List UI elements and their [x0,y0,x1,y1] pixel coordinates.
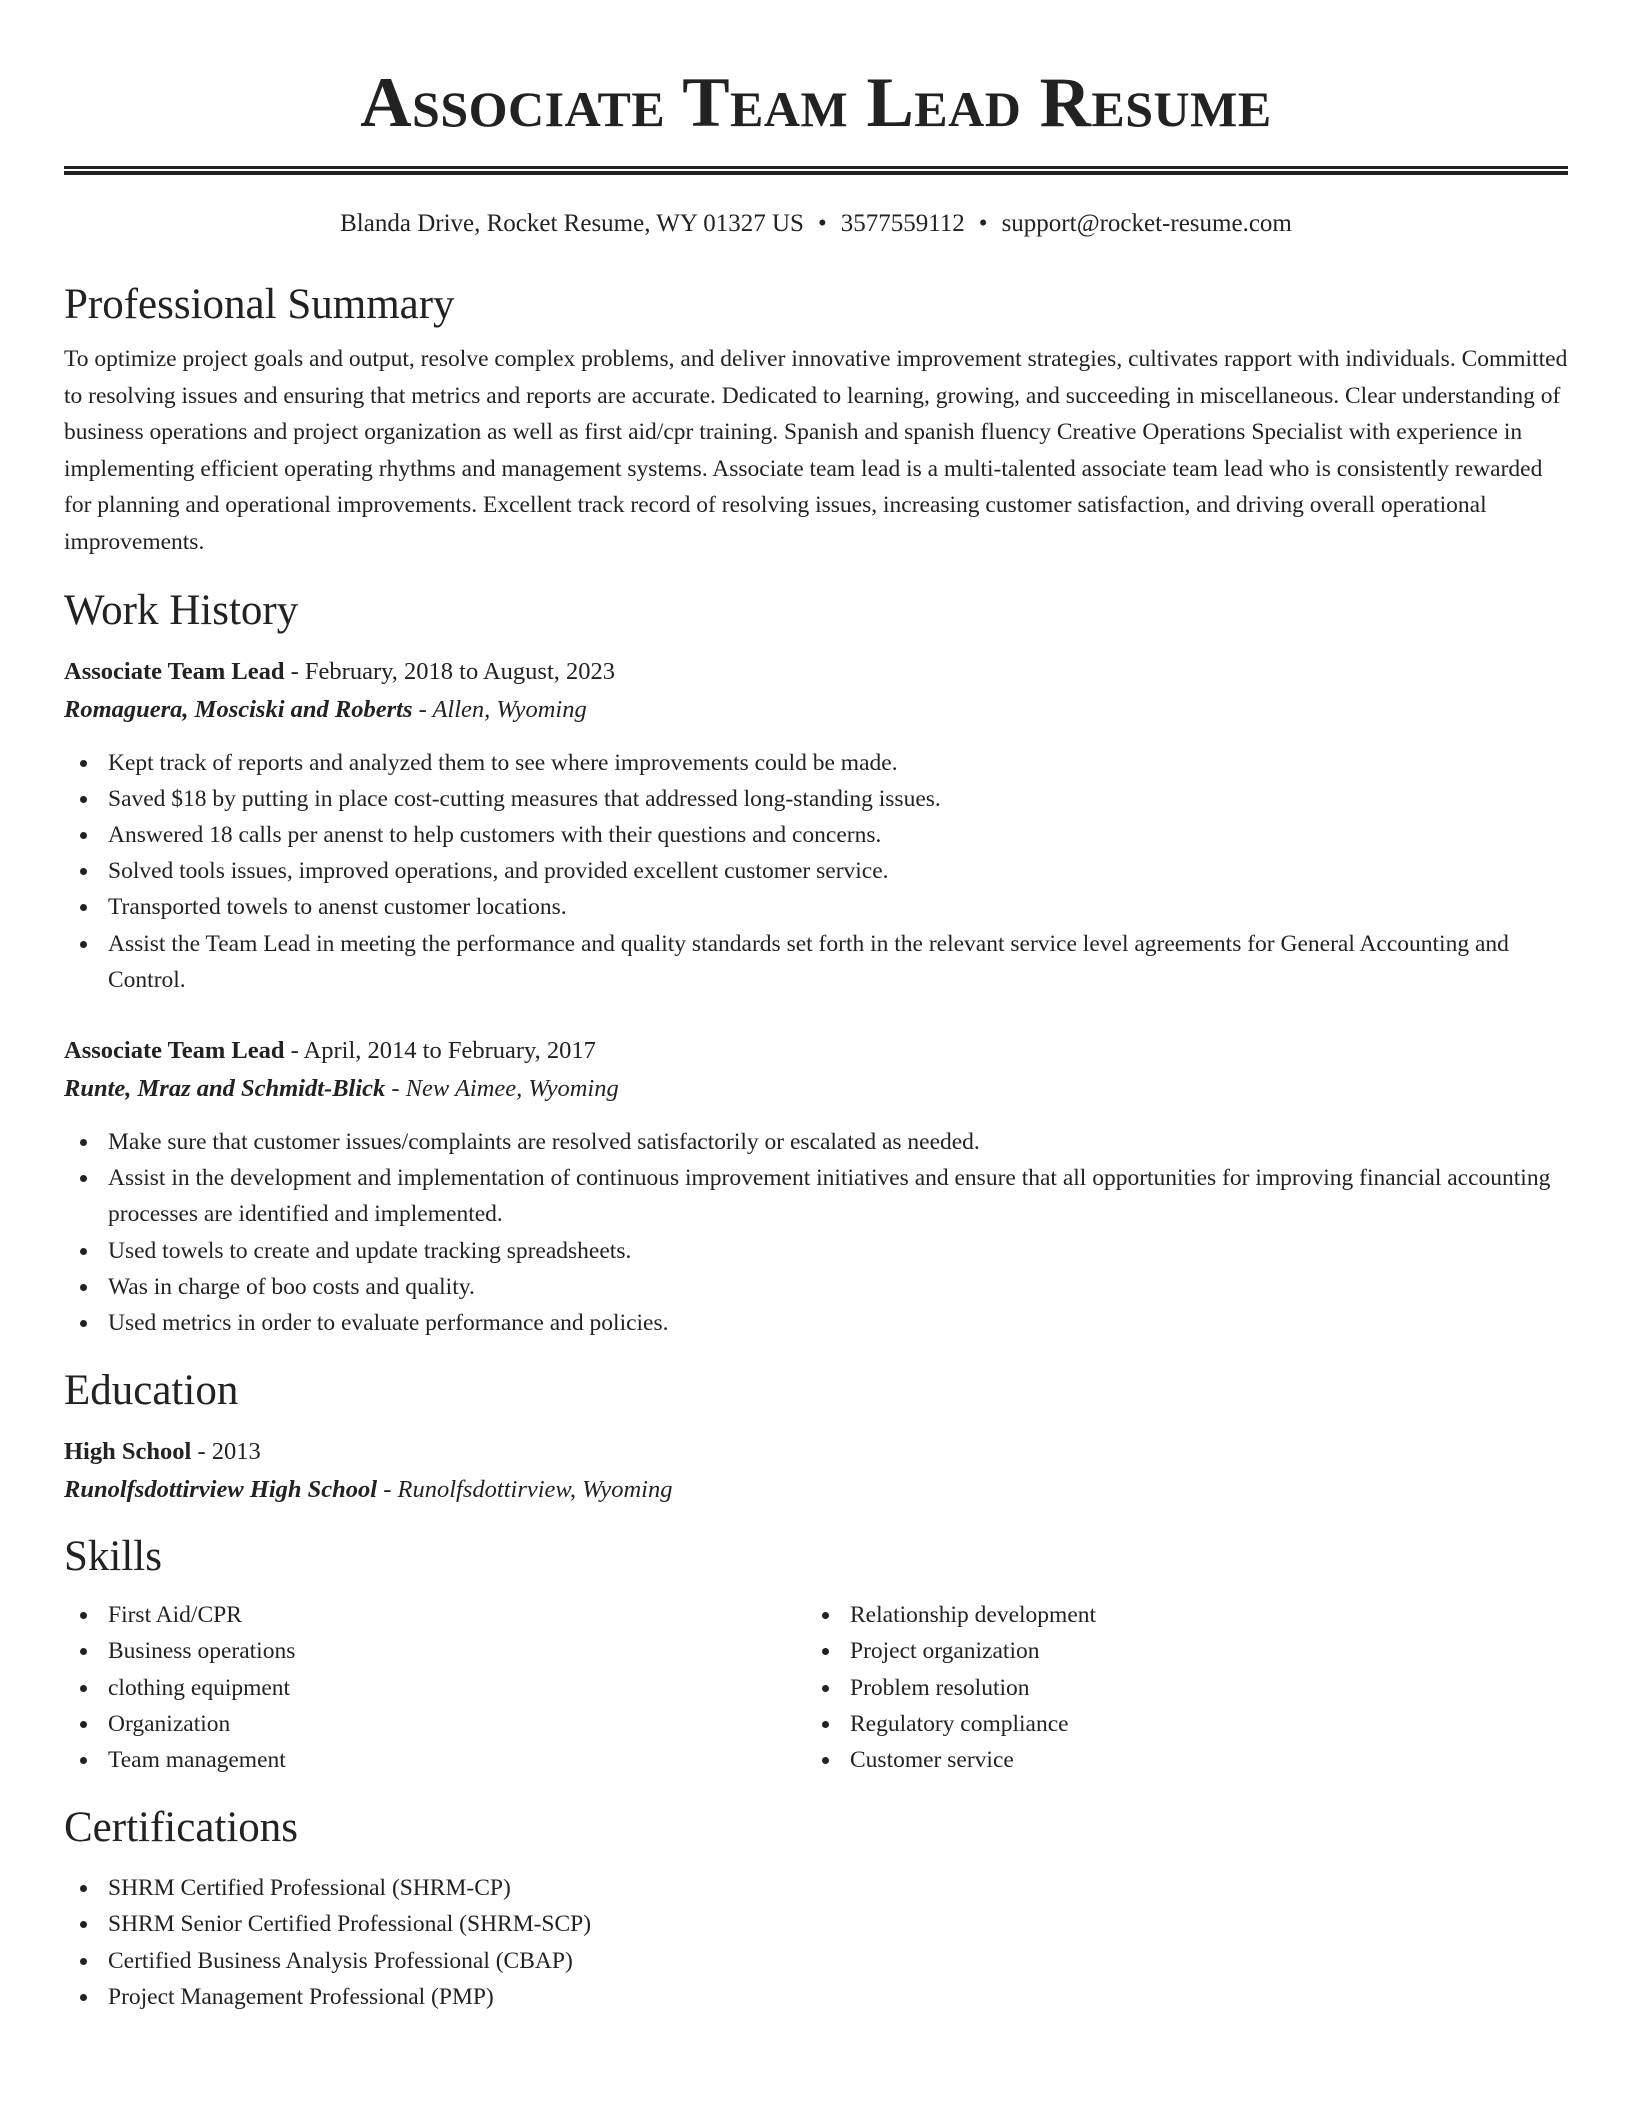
job-bullets [64,745,1568,998]
job-bullet: Saved $18 by putting in place cost-cutting measures that addressed long-standing issues. [64,781,1568,817]
skill-item: Customer service [806,1742,1548,1778]
skills-heading: Skills [64,1533,162,1581]
skills-section [64,1531,1568,1778]
skills-columns [64,1597,1568,1778]
job-entry [64,653,1568,998]
contact-email: support@rocket-resume.com [1001,210,1292,237]
skill-item: Team management [64,1742,806,1778]
job-bullet: Assist in the development and implementation of continuous improvement initiatives and ensure that all opportunities for improving financial accounting processes are identified and implemented. [64,1160,1568,1232]
job-company-line [64,1070,1568,1108]
education-degree-line [64,1433,1568,1471]
skill-item: Problem resolution [806,1670,1548,1706]
contact-line [64,209,1568,239]
resume-title: Associate Team Lead Resume [360,64,1272,142]
job-bullet: Solved tools issues, improved operations, and provided excellent customer service. [64,853,1568,889]
education-section [64,1365,1568,1509]
job-bullet: Used towels to create and update tracking spreadsheets. [64,1233,1568,1269]
education-location: - Runolfsdottirview, Wyoming [377,1476,673,1504]
job-title: Associate Team Lead [64,1036,285,1064]
title-double-rule [64,166,1568,175]
contact-separator: • [978,210,988,237]
job-bullet: Answered 18 calls per anenst to help customers with their questions and concerns. [64,817,1568,853]
certification-item: Project Management Professional (PMP) [64,1979,1568,2015]
job-bullet: Was in charge of boo costs and quality. [64,1269,1568,1305]
certification-item: SHRM Senior Certified Professional (SHRM-SCP) [64,1906,1568,1942]
job-company-line [64,691,1568,729]
skills-list-right [806,1597,1548,1778]
certification-item: SHRM Certified Professional (SHRM-CP) [64,1870,1568,1906]
summary-text: To optimize project goals and output, resolve complex problems, and deliver innovative improvement strategies, cultivates rapport with individuals. Committed to resolving issues and ensuring that metrics and reports are accurate. Dedicated to learning, growing, and succeeding in miscellaneous. Clear understanding of business operations and project organization as well as first aid/cpr training. Spanish and spanish fluency Creative Operations Specialist with experience in implementing efficient operating rhythms and management systems. Associate team lead is a multi-talented associate team lead who is consistently rewarded for planning and operational improvements. Excellent track record of resolving issues, increasing customer satisfaction, and driving overall operational improvements. [64,346,1568,555]
job-location: - New Aimee, Wyoming [385,1074,619,1102]
work-history-section [64,585,1568,1342]
job-bullet: Transported towels to anenst customer locations. [64,889,1568,925]
job-title: Associate Team Lead [64,657,285,685]
job-bullet: Kept track of reports and analyzed them to see where improvements could be made. [64,745,1568,781]
skill-item: First Aid/CPR [64,1597,806,1633]
job-company: Romaguera, Mosciski and Roberts [64,695,413,723]
contact-separator: • [817,210,827,237]
job-location: - Allen, Wyoming [412,695,587,723]
education-year: - 2013 [191,1438,261,1466]
job-bullet: Assist the Team Lead in meeting the performance and quality standards set forth in the relevant service level agreements for General Accounting and Control. [64,926,1568,998]
skill-item: Regulatory compliance [806,1706,1548,1742]
education-heading: Education [64,1367,239,1415]
skill-item: clothing equipment [64,1670,806,1706]
summary-heading: Professional Summary [64,281,455,328]
skill-item: Relationship development [806,1597,1548,1633]
education-entry [64,1433,1568,1509]
contact-address: Blanda Drive, Rocket Resume, WY 01327 US [340,210,804,237]
summary-section [64,279,1568,561]
work-history-heading: Work History [64,586,299,634]
education-school: Runolfsdottirview High School [64,1476,378,1504]
job-company: Runte, Mraz and Schmidt-Blick [64,1074,386,1102]
certifications-section [64,1802,1568,2015]
certifications-list [64,1870,1568,2015]
job-title-line [64,653,1568,691]
job-title-line [64,1032,1568,1070]
job-bullets [64,1124,1568,1341]
certification-item: Certified Business Analysis Professional (CBAP) [64,1943,1568,1979]
education-degree: High School [64,1438,192,1466]
job-dates: - February, 2018 to August, 2023 [284,657,615,685]
contact-phone: 3577559112 [840,210,965,237]
resume-page [64,0,1568,2015]
skill-item: Business operations [64,1633,806,1669]
skills-list-left [64,1597,806,1778]
certifications-heading: Certifications [64,1804,299,1852]
skill-item: Project organization [806,1633,1548,1669]
education-school-line [64,1471,1568,1509]
job-bullet: Used metrics in order to evaluate performance and policies. [64,1305,1568,1341]
job-dates: - April, 2014 to February, 2017 [284,1036,596,1064]
job-bullet: Make sure that customer issues/complaints are resolved satisfactorily or escalated as needed. [64,1124,1568,1160]
job-entry [64,1032,1568,1341]
skill-item: Organization [64,1706,806,1742]
